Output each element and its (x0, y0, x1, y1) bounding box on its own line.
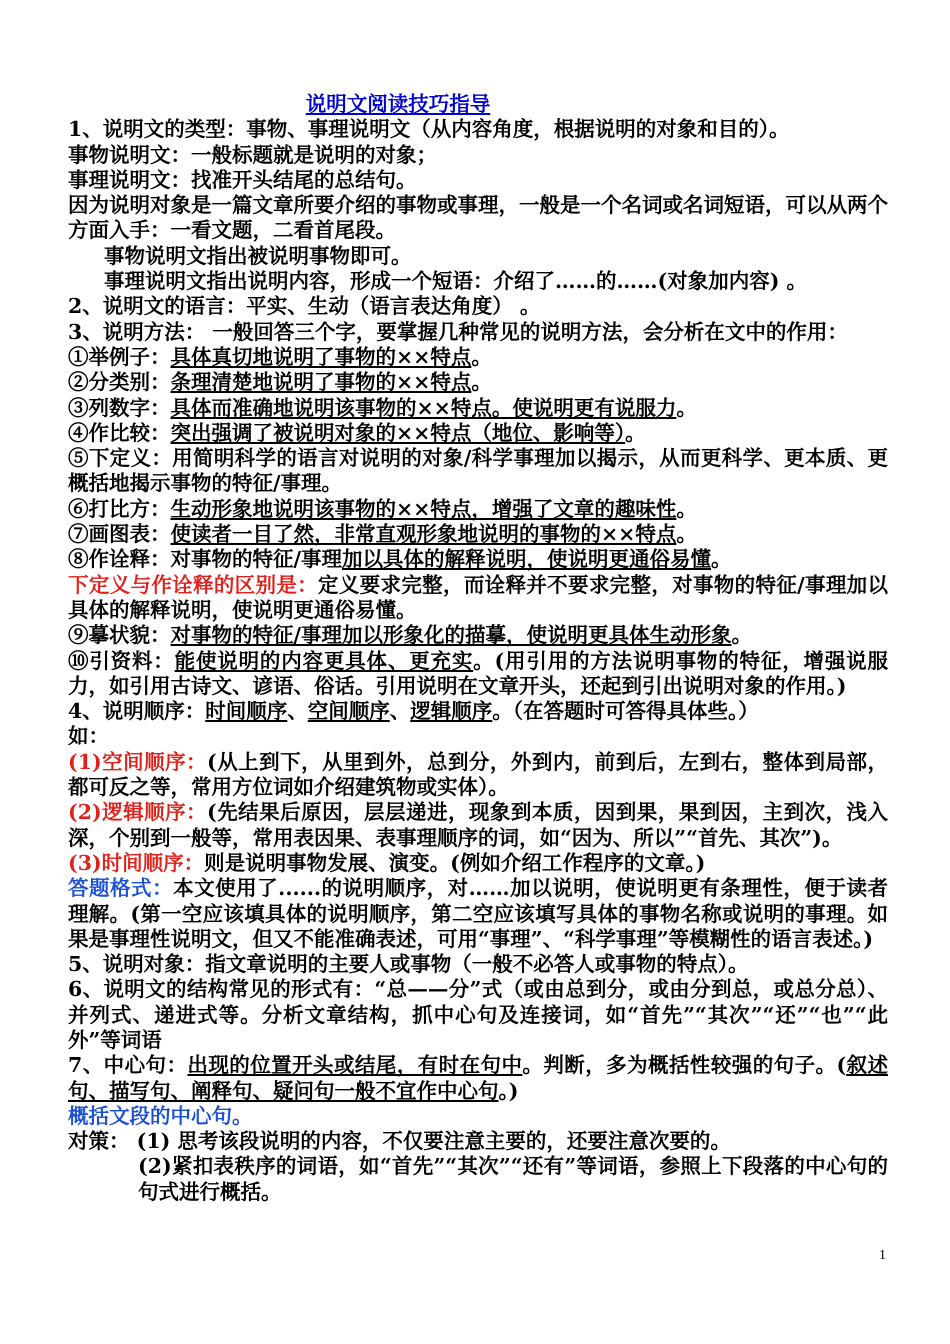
paragraph-object: 5、说明对象：指文章说明的主要人或事物（一般不必答人或事物的特点）。 (68, 952, 749, 977)
order-time: (3)时间顺序：则是说明事物发展、演变。(例如介绍工作程序的文章。) (68, 850, 706, 875)
paragraph-summarize-heading: 概括文段的中心句。 (68, 1103, 253, 1128)
paragraph-central-sentence: 7、中心句：出现的位置开头或结尾，有时在句中。判断，多为概括性较强的句子。(叙述句、描写句、阐释句、疑问句一般不宜作中心句。) (68, 1053, 889, 1103)
method-quote: ⑩引资料：能使说明的内容更具体、更充实。(用引用的方法说明事物的特征，增强说服力，如引用古诗文、谚语、俗话。引用说明在文章开头，还起到引出说明对象的作用。) (68, 648, 889, 698)
method-classify: ②分类别：条理清楚地说明了事物的××特点。 (68, 370, 492, 395)
paragraph-for-example: 如： (68, 724, 109, 749)
paragraph-types: 1、说明文的类型：事物、事理说明文（从内容角度，根据说明的对象和目的）。 (68, 117, 790, 142)
paragraph-object-hint: 因为说明对象是一篇文章所要介绍的事物或事理，一般是一个名词或名词短语，可以从两个方面入手：一看文题，二看首尾段。 (68, 193, 888, 243)
answer-format: 答题格式：本文使用了......的说明顺序，对……加以说明，使说明更有条理性，便于读者理解。(第一空应该填具体的说明顺序，第二空应该填写具体的事物名称或说明的事理。如果是事理性说明文，但又不能准确表述，可用“事理”、“科学事理”等模糊性的语言表述。) (68, 876, 888, 951)
paragraph-structure: 6、说明文的结构常见的形式有：“总——分”式（或由总到分，或由分到总，或总分总）、并列式、递进式等。分析文章结构，抓中心句及连接词，如“首先”“其次”“还”“也”“此外”等词语 (68, 977, 888, 1052)
red-label: 下定义与作诠释的区别是： (68, 572, 318, 597)
method-compare: ④作比较：突出强调了被说明对象的××特点（地位、影响等）。 (68, 420, 646, 445)
method-chart: ⑦画图表：使读者一目了然，非常直观形象地说明的事物的××特点。 (68, 522, 697, 547)
page-number: 1 (879, 1248, 886, 1263)
paragraph-thing-expository: 事物说明文：一般标题就是说明的对象； (68, 142, 437, 167)
method-example: ①举例子：具体真切地说明了事物的××特点。 (68, 344, 492, 369)
blue-label: 答题格式： (68, 876, 174, 901)
paragraph-reason-answer: 事理说明文指出说明内容，形成一个短语：介绍了……的……(对象加内容) 。 (104, 269, 808, 294)
method-describe: ⑨摹状貌：对事物的特征/事理加以形象化的描摹，使说明更具体生动形象。 (68, 623, 752, 648)
method-numbers: ③列数字：具体而准确地说明该事物的××特点。使说明更有说服力。 (68, 395, 697, 420)
paragraph-define-vs-explain: 下定义与作诠释的区别是：定义要求完整，而诠释并不要求完整，对事物的特征/事理加以具体的解释说明，使说明更通俗易懂。 (68, 572, 888, 622)
paragraph-reason-expository: 事理说明文：找准开头结尾的总结句。 (68, 167, 417, 192)
strategy-1: 对策： (1) 思考该段说明的内容，不仅要注意主要的，还要注意次要的。 (68, 1129, 731, 1154)
method-define: ⑤下定义：用简明科学的语言对说明的对象/科学事理加以揭示，从而更科学、更本质、更概括地揭示事物的特征/事理。 (68, 446, 888, 496)
paragraph-methods-intro: 3、说明方法： 一般回答三个字，要掌握几种常见的说明方法，会分析在文中的作用： (68, 319, 848, 344)
document-page (68, 92, 888, 1205)
method-metaphor: ⑥打比方：生动形象地说明该事物的××特点，增强了文章的趣味性。 (68, 496, 697, 521)
paragraph-language: 2、说明文的语言：平实、生动（语言表达角度） 。 (68, 294, 541, 319)
order-space: (1)空间顺序：(从上到下，从里到外，总到分，外到内，前到后，左到右，整体到局部，都可反之等，常用方位词如介绍建筑物或实体）。 (68, 749, 888, 800)
order-logic: (2)逻辑顺序：(先结果后原因，层层递进，现象到本质，因到果，果到因，主到次，浅入深，个别到一般等，常用表因果、表事理顺序的词，如“因为、所以”“首先、其次”)。 (68, 800, 888, 850)
method-explain: ⑧作诠释：对事物的特征/事理加以具体的解释说明，使说明更通俗易懂。 (68, 547, 732, 572)
strategy-2: (2)紧扣表秩序的词语，如“首先”“其次”“还有”等词语，参照上下段落的中心句的句式进行概括。 (138, 1154, 888, 1204)
document-title: 说明文阅读技巧指导 (305, 92, 491, 116)
paragraph-order: 4、说明顺序：时间顺序、空间顺序、逻辑顺序。（在答题时可答得具体些。） (68, 699, 759, 724)
paragraph-thing-answer: 事物说明文指出被说明事物即可。 (104, 243, 412, 268)
